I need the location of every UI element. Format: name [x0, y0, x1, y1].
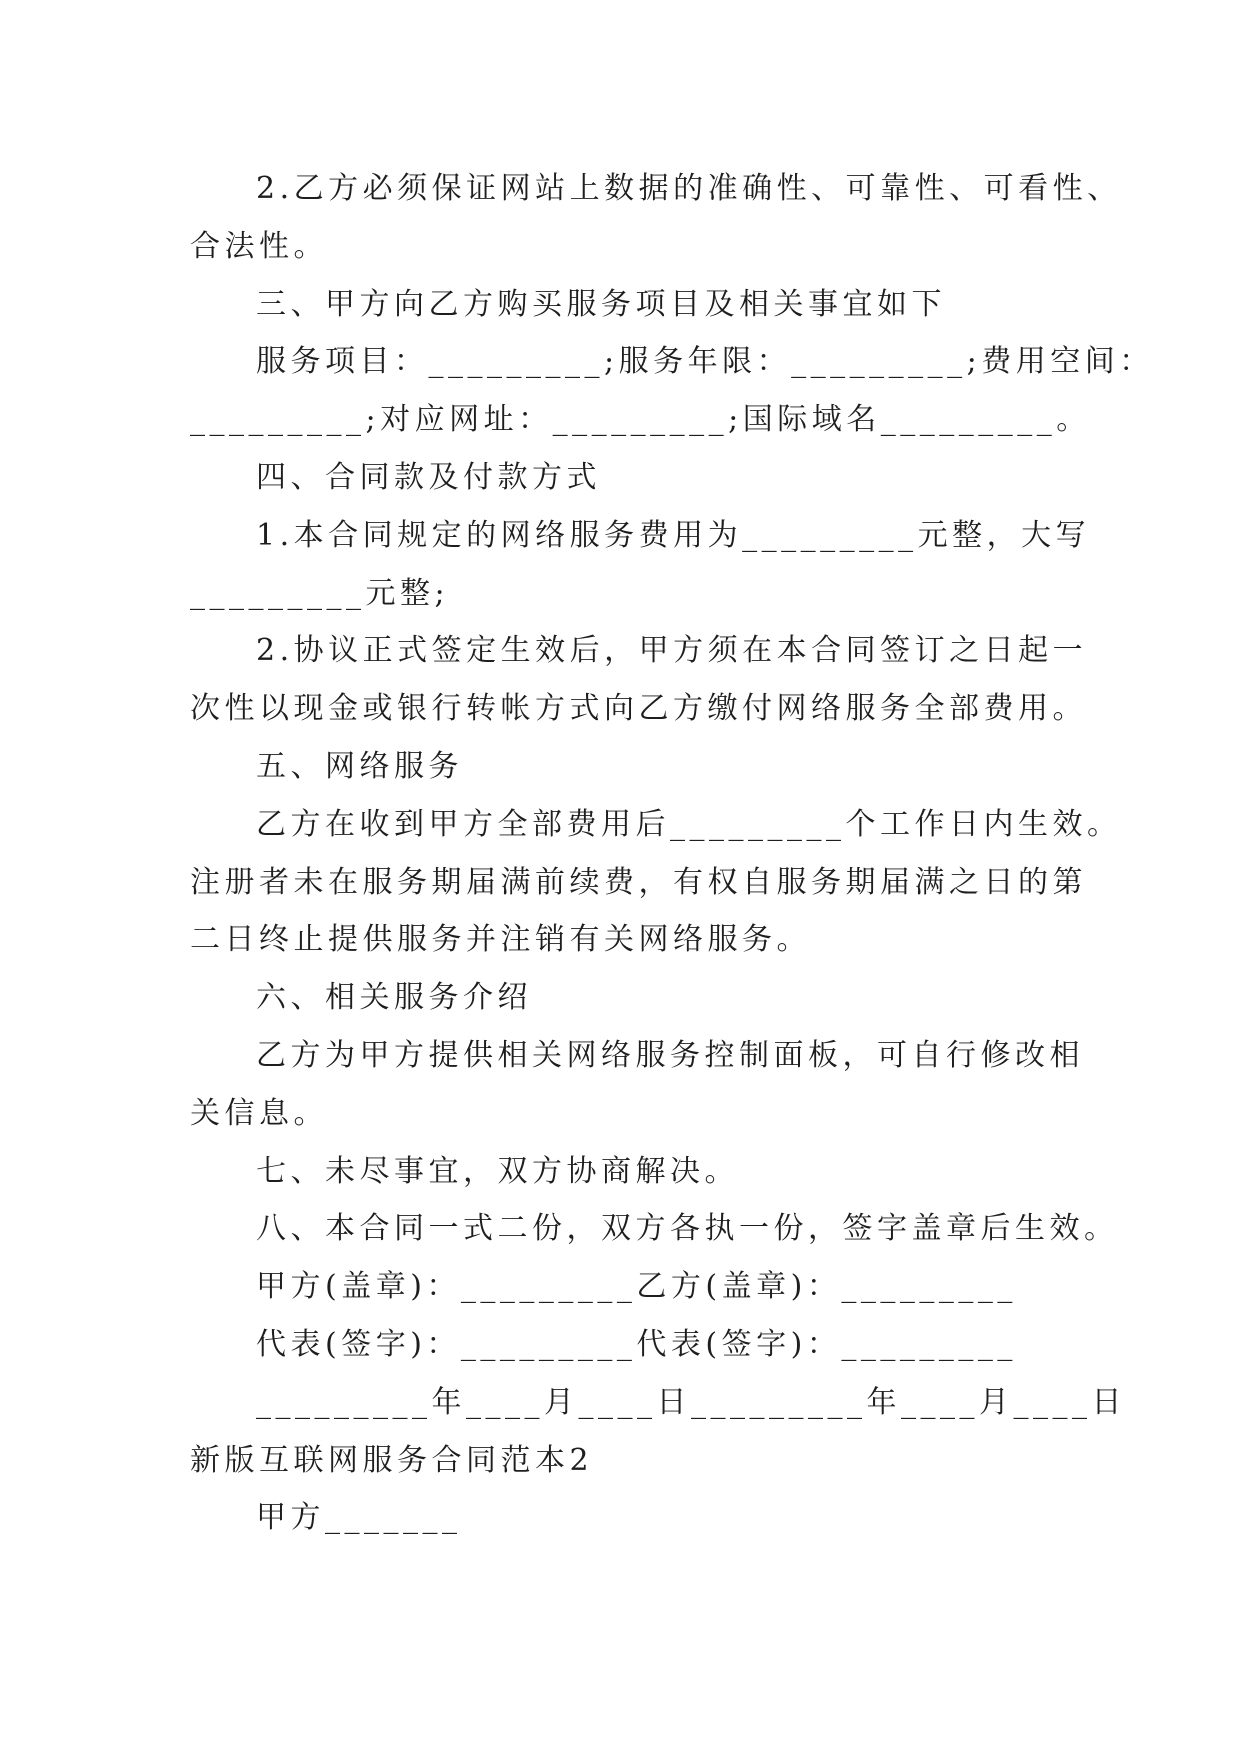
document-line: 服务项目：_________;服务年限：_________;费用空间：: [256, 344, 1154, 380]
document-line: 注册者未在服务期届满前续费，有权自服务期届满之日的第: [190, 864, 1087, 900]
document-line: 代表(签字)：_________代表(签字)：_________: [256, 1326, 1017, 1362]
document-line: _________元整;: [190, 575, 450, 611]
document-line: 四、合同款及付款方式: [256, 459, 601, 495]
document-line: 2.协议正式签定生效后，甲方须在本合同签订之日起一: [256, 633, 1088, 669]
document-line: 五、网络服务: [256, 748, 463, 784]
document-line: 七、未尽事宜，双方协商解决。: [256, 1153, 739, 1189]
document-body: [190, 160, 1154, 1547]
document-line: _________年____月____日_________年____月____日: [256, 1384, 1126, 1420]
document-line: 六、相关服务介绍: [256, 980, 532, 1016]
document-line: 乙方在收到甲方全部费用后_________个工作日内生效。: [256, 806, 1122, 842]
document-line: 八、本合同一式二份，双方各执一份，签字盖章后生效。: [256, 1211, 1119, 1247]
document-line: 甲方(盖章)：_________乙方(盖章)：_________: [256, 1269, 1017, 1305]
document-line: 次性以现金或银行转帐方式向乙方缴付网络服务全部费用。: [190, 691, 1087, 727]
document-line: _________;对应网址：_________;国际域名_________。: [190, 402, 1091, 438]
document-line: 新版互联网服务合同范本2: [190, 1442, 594, 1478]
document-line: 二日终止提供服务并注销有关网络服务。: [190, 922, 811, 958]
document-line: 关信息。: [190, 1095, 328, 1131]
document-line: 1.本合同规定的网络服务费用为_________元整，大写: [256, 517, 1091, 553]
document-line: 乙方为甲方提供相关网络服务控制面板，可自行修改相: [256, 1037, 1084, 1073]
document-line: 合法性。: [190, 228, 328, 264]
document-line: 2.乙方必须保证网站上数据的准确性、可靠性、可看性、: [256, 171, 1122, 206]
document-line: 甲方_______: [256, 1500, 462, 1536]
document-line: 三、甲方向乙方购买服务项目及相关事宜如下: [256, 286, 946, 322]
